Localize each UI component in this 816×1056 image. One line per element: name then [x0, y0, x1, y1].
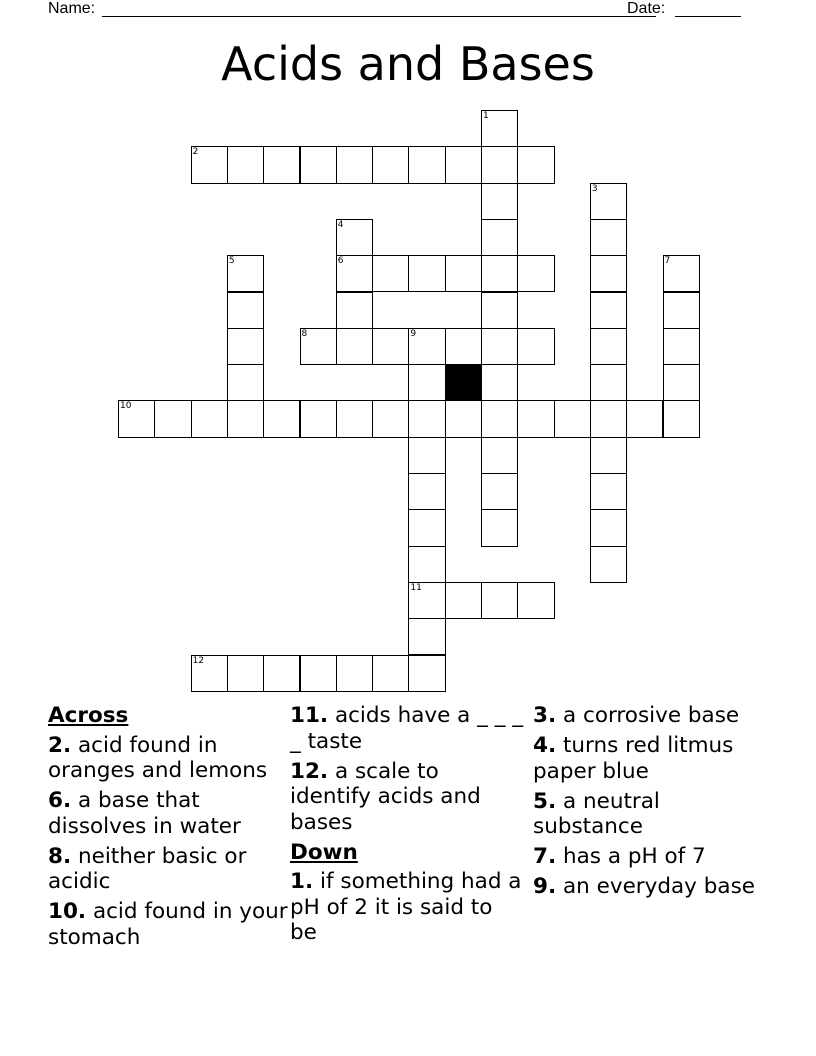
- down-heading: Down: [290, 839, 358, 865]
- crossword-cell[interactable]: [336, 255, 373, 292]
- crossword-cell[interactable]: [481, 473, 518, 510]
- crossword-cell[interactable]: [481, 110, 518, 147]
- clue-across-11: [290, 703, 526, 754]
- crossword-cell[interactable]: [408, 400, 445, 437]
- crossword-cell[interactable]: [408, 146, 445, 183]
- crossword-cell[interactable]: [663, 292, 700, 329]
- crossword-cell[interactable]: [481, 509, 518, 546]
- crossword-cell[interactable]: [227, 400, 264, 437]
- crossword-cell[interactable]: [227, 328, 264, 365]
- crossword-cell[interactable]: [590, 437, 627, 474]
- crossword-cell[interactable]: [263, 400, 300, 437]
- clue-text: an everyday base: [562, 874, 755, 899]
- clue-column-2: [290, 703, 526, 950]
- crossword-cell[interactable]: [481, 146, 518, 183]
- crossword-cell[interactable]: [590, 364, 627, 401]
- clue-across-2: [48, 733, 288, 784]
- page-title: Acids and Bases: [221, 37, 595, 91]
- clue-across-10: [48, 899, 288, 950]
- crossword-cell[interactable]: [191, 146, 228, 183]
- clue-text: a base that dissolves in water: [48, 788, 241, 839]
- clue-column-3: [533, 703, 773, 904]
- clue-across-12: [290, 759, 526, 836]
- crossword-cell[interactable]: [408, 328, 445, 365]
- clue-number-label: 11: [410, 582, 422, 593]
- clue-text: neither basic or acidic: [48, 843, 247, 894]
- crossword-cell[interactable]: [481, 364, 518, 401]
- crossword-cell[interactable]: [263, 655, 300, 692]
- crossword-cell[interactable]: [227, 255, 264, 292]
- clue-number-label: 3: [591, 183, 598, 194]
- clue-down-9: [533, 874, 773, 900]
- clue-text: turns red litmus paper blue: [533, 733, 734, 784]
- crossword-cell[interactable]: [590, 183, 627, 220]
- crossword-cell[interactable]: [590, 400, 627, 437]
- crossword-cell[interactable]: [118, 400, 155, 437]
- clue-across-6: [48, 788, 288, 839]
- crossword-cell[interactable]: [445, 255, 482, 292]
- across-heading: Across: [48, 703, 129, 728]
- clue-down-4: [533, 733, 773, 784]
- crossword-cell[interactable]: [481, 328, 518, 365]
- crossword-cell[interactable]: [408, 473, 445, 510]
- crossword-cell[interactable]: [663, 328, 700, 365]
- crossword-cell[interactable]: [372, 255, 409, 292]
- crossword-cell[interactable]: [517, 255, 554, 292]
- crossword-cell[interactable]: [372, 328, 409, 365]
- clue-text: if something had a pH of 2 it is said to be: [290, 869, 522, 945]
- crossword-cell[interactable]: [300, 400, 337, 437]
- crossword-cell[interactable]: [372, 400, 409, 437]
- clue-text: a corrosive base: [562, 703, 740, 728]
- clue-down-1: [290, 869, 526, 946]
- crossword-cell[interactable]: [227, 655, 264, 692]
- crossword-cell[interactable]: [590, 292, 627, 329]
- clue-number-label: 7: [664, 256, 671, 267]
- crossword-cell[interactable]: [481, 292, 518, 329]
- clue-number: 4.: [533, 733, 557, 758]
- crossword-cell[interactable]: [445, 146, 482, 183]
- clue-text: acid found in your stomach: [48, 899, 288, 950]
- clue-number: 3.: [533, 703, 557, 728]
- clue-text: acids have a _ _ _ _ taste: [290, 703, 524, 754]
- crossword-cell[interactable]: [590, 473, 627, 510]
- crossword-cell[interactable]: [590, 546, 627, 583]
- crossword-cell[interactable]: [336, 292, 373, 329]
- clue-text: has a pH of 7: [562, 844, 706, 869]
- clue-across-8: [48, 844, 288, 895]
- clue-number: 9.: [533, 874, 557, 899]
- clue-number: 8.: [48, 843, 72, 869]
- crossword-cell[interactable]: [663, 400, 700, 437]
- crossword-cell[interactable]: [590, 509, 627, 546]
- crossword-cell[interactable]: [408, 437, 445, 474]
- crossword-cell[interactable]: [445, 328, 482, 365]
- clue-column-1: [48, 703, 288, 955]
- crossword-cell[interactable]: [517, 582, 554, 619]
- crossword-cell[interactable]: [481, 400, 518, 437]
- clue-number-label: 9: [410, 328, 417, 339]
- crossword-cell[interactable]: [154, 400, 191, 437]
- crossword-cell[interactable]: [663, 255, 700, 292]
- clue-text: acid found in oranges and lemons: [48, 732, 268, 783]
- crossword-cell[interactable]: [372, 655, 409, 692]
- clue-text: a scale to identify acids and bases: [290, 758, 481, 835]
- crossword-cell[interactable]: [481, 437, 518, 474]
- crossword-cell[interactable]: [408, 655, 445, 692]
- crossword-cell[interactable]: [445, 582, 482, 619]
- clue-number-label: 6: [337, 256, 344, 267]
- clue-number-label: 2: [192, 147, 199, 158]
- crossword-cell[interactable]: [445, 400, 482, 437]
- crossword-cell[interactable]: [408, 582, 445, 619]
- name-label: Name:: [48, 0, 96, 17]
- clue-number-label: 8: [301, 328, 308, 339]
- clue-number: 6.: [48, 788, 72, 813]
- crossword-cell[interactable]: [372, 146, 409, 183]
- crossword-cell[interactable]: [590, 219, 627, 256]
- crossword-cell[interactable]: [554, 400, 591, 437]
- clue-number-label: 12: [192, 655, 205, 666]
- crossword-cell[interactable]: [336, 328, 373, 365]
- clue-number-label: 4: [337, 219, 344, 230]
- crossword-cell[interactable]: [408, 255, 445, 292]
- crossword-cell[interactable]: [227, 292, 264, 329]
- crossword-cell[interactable]: [590, 255, 627, 292]
- crossword-cell[interactable]: [336, 655, 373, 692]
- crossword-cell[interactable]: [481, 582, 518, 619]
- crossword-cell[interactable]: [227, 364, 264, 401]
- crossword-cell[interactable]: [481, 183, 518, 220]
- crossword-cell[interactable]: [408, 546, 445, 583]
- clue-number: 1.: [290, 869, 314, 894]
- clue-down-5: [533, 789, 773, 840]
- clue-number: 5.: [533, 788, 557, 814]
- crossword-cell[interactable]: [191, 655, 228, 692]
- crossword-cell[interactable]: [408, 509, 445, 546]
- crossword-cell[interactable]: [481, 219, 518, 256]
- clue-number-label: 10: [120, 401, 132, 412]
- crossword-cell[interactable]: [517, 400, 554, 437]
- crossword-cell[interactable]: [663, 364, 700, 401]
- crossword-cell[interactable]: [300, 655, 337, 692]
- crossword-cell[interactable]: [408, 618, 445, 655]
- clue-number-label: 1: [483, 111, 489, 121]
- clue-number: 7.: [533, 844, 557, 869]
- crossword-cell[interactable]: [590, 328, 627, 365]
- clue-number-label: 5: [228, 256, 235, 267]
- crossword-cell[interactable]: [263, 146, 300, 183]
- clue-number: 12.: [290, 758, 329, 784]
- crossword-cell[interactable]: [191, 400, 228, 437]
- clue-down-7: [533, 844, 773, 870]
- crossword-cell[interactable]: [517, 328, 554, 365]
- crossword-cell[interactable]: [481, 255, 518, 292]
- crossword-cell[interactable]: [300, 328, 337, 365]
- crossword-cell[interactable]: [517, 146, 554, 183]
- crossword-cell[interactable]: [336, 146, 373, 183]
- crossword-cell[interactable]: [336, 400, 373, 437]
- crossword-cell[interactable]: [336, 219, 373, 256]
- date-label: Date:: [627, 0, 666, 17]
- crossword-cell[interactable]: [626, 400, 663, 437]
- clue-number: 11.: [290, 703, 329, 728]
- clue-down-3: [533, 703, 773, 729]
- blocked-cell: [445, 364, 482, 401]
- crossword-cell[interactable]: [408, 364, 445, 401]
- clue-text: a neutral substance: [533, 788, 660, 839]
- crossword-cell[interactable]: [300, 146, 337, 183]
- clue-number: 10.: [48, 899, 87, 924]
- crossword-cell[interactable]: [227, 146, 264, 183]
- clue-number: 2.: [48, 732, 72, 758]
